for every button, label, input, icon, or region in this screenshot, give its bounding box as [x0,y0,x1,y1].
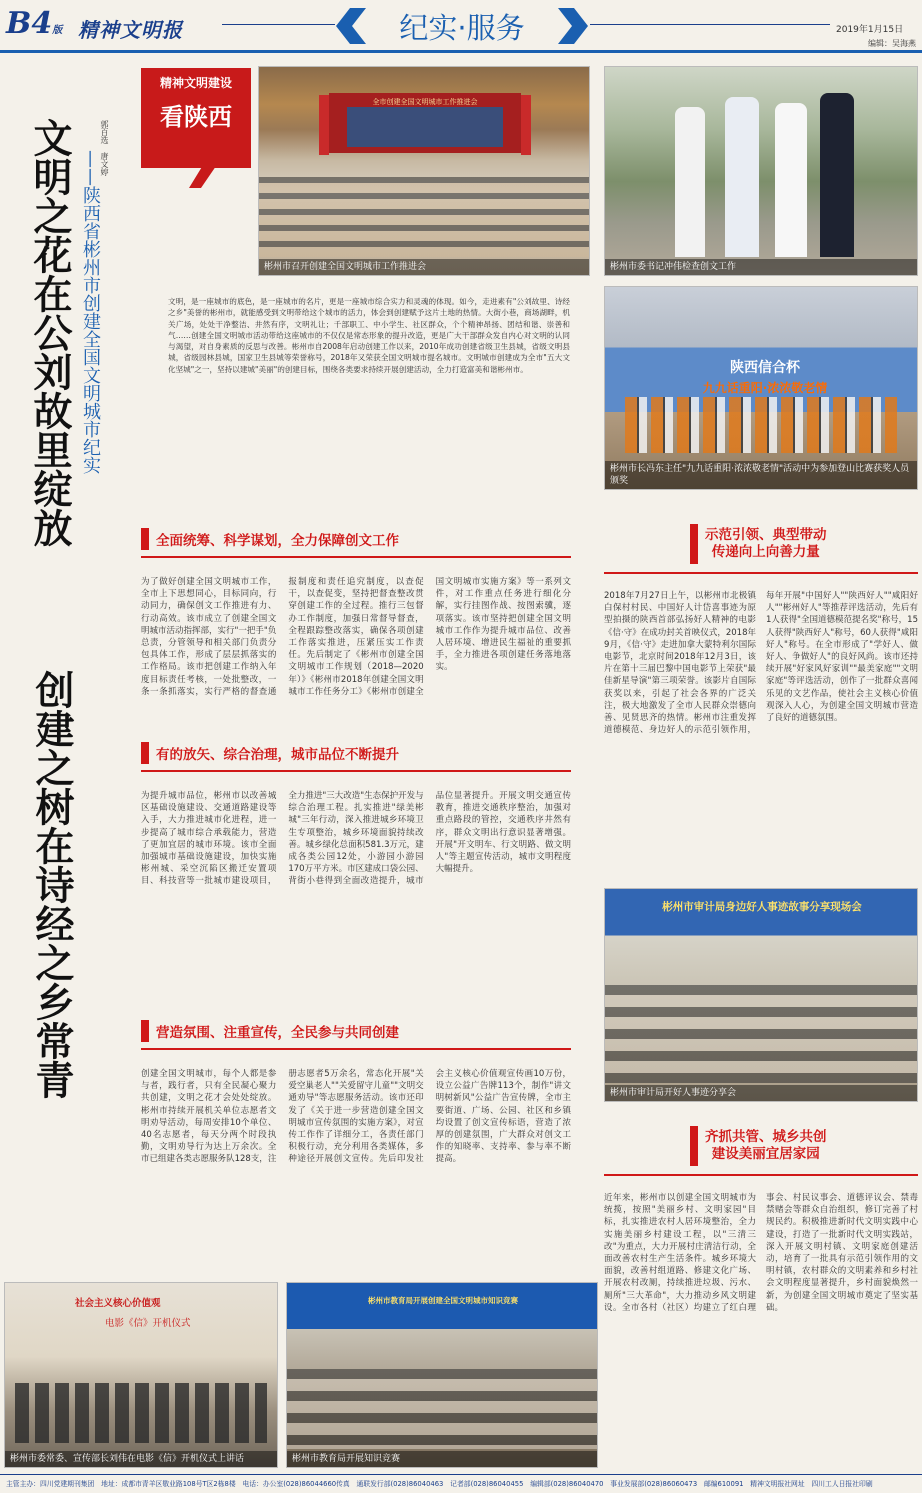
arrow-right-icon [558,8,588,44]
section-title-line1: 齐抓共管、城乡共创 [705,1129,827,1145]
masthead-rule-left [222,24,335,25]
audience-rows [259,177,589,257]
section-text: 为了做好创建全国文明城市工作，全市上下思想同心，目标同向，行动同力，确保创文工作推进有力、行动高效。该市成立了创建全国文明城市活动指挥部，实行"一把手"负总责，分管领导和相关部门负责分包具体工作，形成了层层抓落实的工作格局。该市把创建工作纳入年度目标责任考核，一处批整改，一条一条抓落实，实行严格的督查通报制度和责任追究制度，以查促干，以查促变，坚持把督查整改贯穿创建工作的全过程。推行三包督办工作制度，加强日常督导督查，全程跟踪整改落实，确保各项创建工作落实推进，压紧压实工作责任。先后制定了《彬州市创建全国文明城市工作规划（2018—2020年）》《彬州市2018年创建全国文明城市工作任务分工》《彬州市创建全国文明城市实施方案》等一系列文件，对工作重点任务进行细化分解，实行挂图作战、按图索骥，逐项落实。该市坚持把创建全国文明城市工作作为提升城市品位、改善人居环境、增进民生福祉的重要抓手，全力推进各项创建任务落地落实。 [141,577,571,697]
masthead-underline [0,50,922,53]
photo-secretary-inspection [604,66,918,276]
section-rule [604,572,918,574]
photo-banner: 社会主义核心价值观 [75,1298,161,1309]
section-text: 近年来，彬州市以创建全国文明城市为统揽，按照"美丽乡村、文明家园"目标，扎实推进农村人居环境整治，全力实施美丽乡村建设工程，以"三清三改"为重点，大力开展村庄清洁行动，全面改善农村生产生活条件。城乡环境大面貌，改善村组道路、修建文化广场、开展农村改厕，持续推进垃圾、污水、厕所"三大革命"，大力推动乡风文明建设。全市各村（社区）均建立了红白理事会、村民议事会、道德评议会、禁毒禁赌会等群众自治组织，修订完善了村规民约。积极推进新时代文明实践中心建设，打造了一批新时代文明实践站，深入开展文明村镇、文明家庭创建活动，培育了一批具有示范引领作用的文明村镇，农村群众的文明素养和乡村社会文明程度显著提升，乡村面貌焕然一新，为创建全国文明城市奠定了坚实基础。 [604,1193,918,1313]
photo-film-ceremony [4,1282,278,1468]
photo-caption: 彬州市委书记冲伟检查创文工作 [605,259,917,275]
section-rule [141,1048,571,1050]
section-text: 创建全国文明城市，每个人都是参与者，践行者，只有全民凝心聚力共创建，文明之花才会处处绽放。彬州市持续开展机关单位志愿者文明劝导活动，每周安排10个单位、40名志愿者，每天分两个时段执勤，文明劝导行为达上万余次。全市已组建各类志愿服务队128支，注册志愿者5万余名，常态化开展"关爱空巢老人""关爱留守儿童""文明交通劝导"等志愿服务活动。该市还印发了《关于进一步营造创建全国文明城市宣传氛围的实施方案》，对宣传工作作了详细分工，各责任部门积极行动，充分利用各类媒体，多种途径开展创文宣传。先后印发社会主义核心价值观宣传画10万份，设立公益广告牌113个，制作"讲文明树新风"公益广告宣传牌，全市主要街道、广场、公园、社区和乡镇均设置了创文宣传标语，营造了浓厚的创建氛围，广大群众对创文工作的知晓率、支持率、参与率不断提高。 [141,1069,571,1165]
person-2 [725,97,759,257]
side-banner-right [521,95,531,155]
photo-banner: 陕西信合杯 [730,360,800,376]
page-suffix: 版 [52,25,63,36]
footer-info: 主管主办：四川党建期刊集团 地址：成都市青羊区敬业路108号T区2栋8楼 电话：办公室(028)86044660传真 通联发行部(028)86040463 记者部(028)86040455 编辑部(028)86040470 事业发展部(028)86060473 邮编610091 精神文明报社网址 四川工人日报社印刷 [6,1480,873,1488]
issue-date: 2019年1月15日 [836,25,904,35]
section-title-wrap [705,527,827,561]
section-title: 全面统筹、科学谋划，全力保障创文工作 [156,533,399,549]
photo-promotion-meeting [258,66,590,276]
photo-caption: 彬州市长冯东主任"九九话重阳·浓浓敬老情"活动中为参加登山比赛获奖人员颁奖 [605,461,917,489]
photo-caption: 彬州市委常委、宣传部长刘伟在电影《信》开机仪式上讲话 [5,1451,277,1467]
heading-bar [141,742,149,764]
heading-bar [690,524,698,564]
paper-name: 精神文明报 [78,18,183,42]
editor-credit: 编辑：吴海燕 [868,39,916,48]
intro-text: 文明，是一座城市的底色，是一座城市的名片，更是一座城市综合实力和灵魂的体现。如今，走进素有"公刘故里、诗经之乡"美誉的彬州市，就能感受到文明带给这个城市的活力，体会到创建赋予这片土地的热情。大街小巷，商场湖畔，机关广场，处处干净整洁、井然有序，文明礼让；千部职工、中小学生、社区群众，个个精神昂扬、团结和谐、崇善和气……创建全国文明城市活动带给这座城市的不仅仅是常态形象的提升改造，更是广大干部群众发自内心对文明的认同与渴望，对自身素质的反思与改善。彬州市自2008年启动创建工作以来，2010年成功创建省级卫生县城，省级文明县城，省级园林县城，国家卫生县城等荣誉称号，2018年又荣获全国文明城市提名城市。文明城市创建成为全市"五大文化坚城"之一，坚持以建城"美丽"的创建目标，围绕各类要求持续开展创建活动，全力打造富美和谐彬州市。 [168,297,570,374]
section-text: 2018年7月27日上午，以彬州市北极镇白保村村民、中国好人计岱喜事迹为原型拍摄的陕西首部弘扬好人精神的电影《信·守》在成功封关首映仪式，2018年9月，《信·守》走进加拿大蒙特利尔国际电影节，北京时间2018年12月3日，该片在第十三届巴黎中国电影节上荣获"最佳新星导演"第三项荣誉。该影片自国际获奖以来，引起了社会各界的广泛关注，极大地激发了全市人民群众崇德向善、见贤思齐的热情。彬州市注重发挥道德模范、身边好人的示范引领作用，每年开展"中国好人""陕西好人""咸阳好人""彬州好人"等推荐评选活动，先后有1人获得"全国道德模范提名奖"称号，15人获得"陕西好人"称号，60人获得"咸阳好人"称号。在全市形成了"学好人、做好人、争做好人"的良好风尚。该市还持续开展"好家风好家训""最美家庭""文明家庭"等评选活动，创作了一批群众喜闻乐见的文艺作品，使社会主义核心价值观深入人心，为创建全国文明城市营造了良好的道德氛围。 [604,591,918,736]
badge-line1: 精神文明建设 [159,76,232,90]
heading-bar [141,1020,149,1042]
photo-banner: 彬州市审计局身边好人事迹故事分享现场会 [662,901,862,913]
footer-rule [0,1474,922,1475]
badge-number-mark [175,140,235,188]
photo-banner-title: 九九话重阳·浓浓敬老情 [702,381,828,395]
section-heading [690,524,827,564]
person-1 [675,107,705,257]
participants-row [15,1383,267,1443]
badge-line2: 看陕西 [160,103,232,131]
section-title-wrap [705,1129,827,1163]
heading-bar [690,1126,698,1166]
masthead-rule-right [590,24,830,25]
heading-bar [141,528,149,550]
section-heading [690,1126,827,1166]
section-title-line1: 示范引领、典型带动 [705,527,827,543]
section-rule [604,1174,918,1176]
stage-backdrop [347,107,503,147]
side-banner-left [319,95,329,155]
person-3 [775,103,807,257]
audience-rows [605,985,917,1083]
audience-rows [287,1369,597,1449]
participants-row [625,397,897,453]
section-heading [141,1020,399,1042]
photo-caption: 彬州市教育局开展知识竞赛 [287,1451,597,1467]
section-title: 有的放矢、综合治理，城市品位不断提升 [156,747,399,763]
photo-banner-sub: 电影《信》开机仪式 [105,1318,191,1329]
photo-good-people-sharing [604,888,918,1102]
headline-main-left: 文明之花在公刘故里绽放 [27,118,72,547]
photo-knowledge-contest [286,1282,598,1468]
page-number [6,6,62,41]
photo-banner: 彬州市教育局开展创建全国文明城市知识竞赛 [368,1296,518,1305]
headline-subtitle: ——陕西省彬州市创建全国文明城市纪实 [80,150,101,474]
person-4 [820,93,854,257]
section-text: 为提升城市品位，彬州市以改善城区基础设施建设、交通道路建设等入手，大力推进城市化进程，进一步提高了城市综合承载能力，营造了更加宜居的城市环境。该市全面加强城市基础设施建设，加快实施彬州城、采空沉陷区搬迁安置项目、科技营等一批城市建设项目，全力推进"三大改造"生态保护开发与综合治理工程。扎实推进"绿美彬城"三年行动，深入推进城乡环境卫生专项整治，城乡环境面貌持续改善。城乡绿化总面积581.3万元，建成各类公园12处，小游园小游园170万平方米。市区建成口袋公园、背街小巷得到全面改造提升，城市品位显著提升。开展文明交通宣传教育，推进交通秩序整治，加强对重点路段的管控，交通秩序井然有序，群众文明出行意识显著增强。开展"开文明车、行文明路、做文明人"等主题宣传活动，城市文明程度大幅提升。 [141,791,571,887]
headline-main-right: 创建之树在诗经之乡常青 [29,670,74,1099]
photo-banner: 全市创建全国文明城市工作推进会 [372,98,478,106]
section-heading [141,528,399,550]
section-title-line2: 建设美丽宜居家园 [711,1146,820,1162]
section-rule [141,556,571,558]
arrow-left-icon [336,8,366,44]
page-no: B4 [6,6,53,41]
photo-caption: 彬州市审计局开好人事迹分享会 [605,1085,917,1101]
section-title: 纪实·服务 [399,11,525,45]
section-title: 营造氛围、注重宣传，全民参与共同创建 [156,1025,399,1041]
masthead [0,0,922,50]
section-heading [141,742,399,764]
photo-elderly-event [604,286,918,490]
section-title-line2: 传递向上向善力量 [711,544,820,560]
photo-caption: 彬州市召开创建全国文明城市工作推进会 [259,259,589,275]
headline-byline: 郭百选 唐文婷 [100,120,109,176]
section-rule [141,770,571,772]
